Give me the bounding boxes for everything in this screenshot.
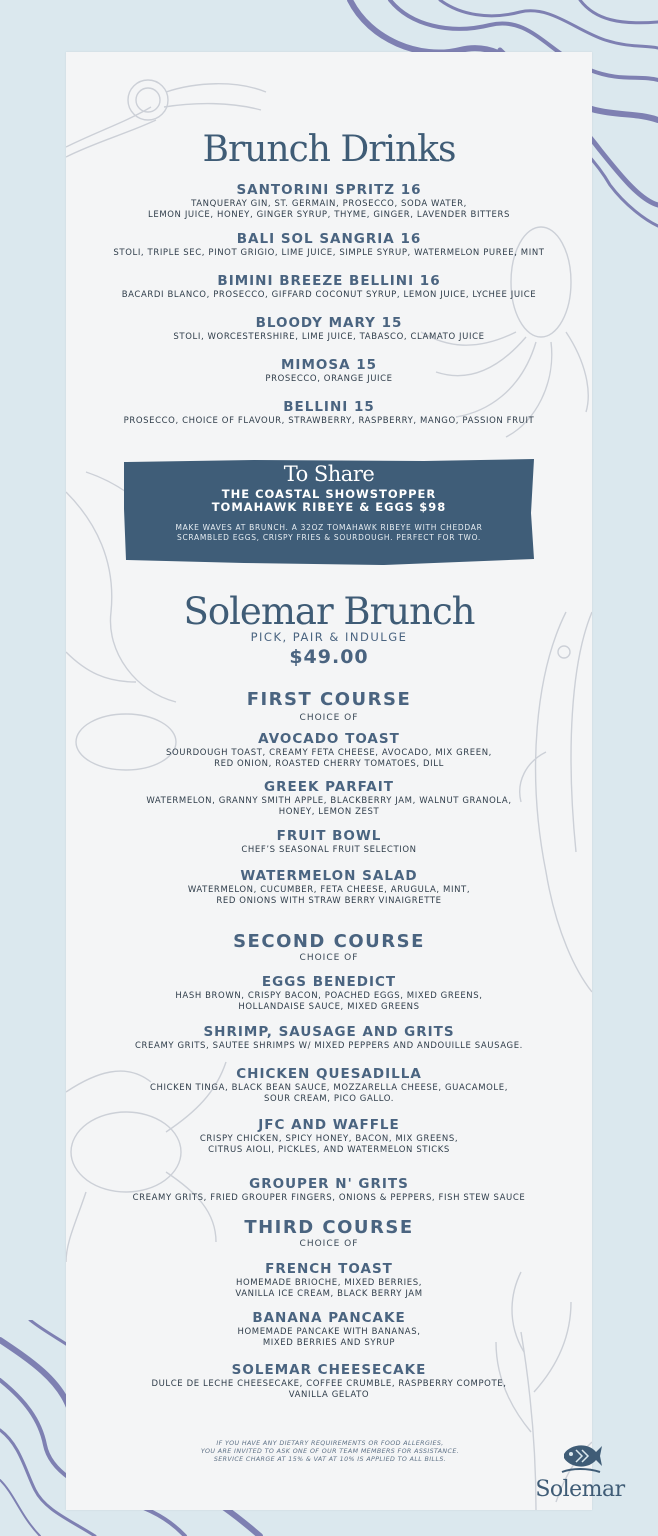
course-header bbox=[0, 1218, 658, 1250]
menu-item bbox=[0, 1176, 658, 1204]
share-title: To Share bbox=[283, 462, 375, 486]
item-desc: CREAMY GRITS, SAUTEE SHRIMPS W/ MIXED PEPPERS AND ANDOUILLE SAUSAGE. bbox=[135, 1041, 523, 1051]
menu-item bbox=[0, 828, 658, 856]
drinks-title: Brunch Drinks bbox=[202, 129, 456, 170]
menu-item bbox=[0, 1024, 658, 1052]
course-choice: CHOICE OF bbox=[299, 953, 359, 963]
item-name: WATERMELON SALAD bbox=[240, 868, 418, 884]
menu-item bbox=[0, 1310, 658, 1349]
menu-item bbox=[0, 868, 658, 907]
drink-item bbox=[0, 357, 658, 385]
item-name: FRENCH TOAST bbox=[265, 1261, 393, 1277]
fish-logo-icon bbox=[558, 1440, 604, 1476]
course-choice: CHOICE OF bbox=[299, 713, 359, 723]
course-header bbox=[0, 690, 658, 724]
item-name: SOLEMAR CHEESECAKE bbox=[231, 1362, 427, 1378]
item-desc: HOMEMADE BRIOCHE, MIXED BERRIES, VANILLA ICE CREAM, BLACK BERRY JAM bbox=[235, 1278, 423, 1299]
drink-item bbox=[0, 182, 658, 221]
share-section bbox=[124, 462, 534, 543]
item-name: CHICKEN QUESADILLA bbox=[236, 1066, 422, 1082]
item-desc: SOURDOUGH TOAST, CREAMY FETA CHEESE, AVOCADO, MIX GREEN, RED ONION, ROASTED CHERRY TOMATOES, DILL bbox=[166, 748, 492, 769]
item-desc: CREAMY GRITS, FRIED GROUPER FINGERS, ONIONS & PEPPERS, FISH STEW SAUCE bbox=[132, 1193, 526, 1203]
course-choice: CHOICE OF bbox=[299, 1239, 359, 1249]
brand-logo: Solemar bbox=[535, 1477, 625, 1502]
item-desc: DULCE DE LECHE CHEESECAKE, COFFEE CRUMBLE, RASPBERRY COMPOTE, VANILLA GELATO bbox=[151, 1379, 507, 1400]
course-title: FIRST COURSE bbox=[246, 689, 412, 710]
brunch-title: Solemar Brunch bbox=[183, 590, 475, 633]
drink-name: BELLINI 15 bbox=[283, 399, 375, 415]
share-desc: MAKE WAVES AT BRUNCH. A 32OZ TOMAHAWK RIBEYE WITH CHEDDAR SCRAMBLED EGGS, CRISPY FRIES & SOURDOUGH. PERFECT FOR TWO. bbox=[175, 523, 483, 542]
menu-item bbox=[0, 1066, 658, 1105]
item-desc: WATERMELON, GRANNY SMITH APPLE, BLACKBERRY JAM, WALNUT GRANOLA, HONEY, LEMON ZEST bbox=[146, 796, 512, 817]
drink-item bbox=[0, 273, 658, 301]
item-desc: HASH BROWN, CRISPY BACON, POACHED EGGS, MIXED GREENS, HOLLANDAISE SAUCE, MIXED GREENS bbox=[175, 991, 483, 1012]
item-name: FRUIT BOWL bbox=[276, 828, 382, 844]
allergy-note: IF YOU HAVE ANY DIETARY REQUIREMENTS OR FOOD ALLERGIES, YOU ARE INVITED TO ASK ONE OF OUR TEAM MEMBERS FOR ASSISTANCE. SERVICE CHARGE AT 15% & VAT AT 10% IS APPLIED TO ALL BILLS. bbox=[200, 1440, 460, 1463]
drink-desc: TANQUERAY GIN, ST. GERMAIN, PROSECCO, SODA WATER, LEMON JUICE, HONEY, GINGER SYRUP, THYME, GINGER, LAVENDER BITTERS bbox=[148, 199, 510, 220]
drink-item bbox=[0, 399, 658, 427]
drink-item bbox=[0, 231, 658, 259]
menu-item bbox=[0, 1362, 658, 1401]
drink-name: BLOODY MARY 15 bbox=[255, 315, 403, 331]
menu-item bbox=[0, 974, 658, 1013]
course-header bbox=[0, 932, 658, 964]
course-title: SECOND COURSE bbox=[233, 931, 425, 952]
item-name: BANANA PANCAKE bbox=[252, 1310, 406, 1326]
drink-name: MIMOSA 15 bbox=[280, 357, 378, 373]
item-desc: HOMEMADE PANCAKE WITH BANANAS, MIXED BERRIES AND SYRUP bbox=[237, 1327, 421, 1348]
item-name: SHRIMP, SAUSAGE AND GRITS bbox=[203, 1024, 455, 1040]
item-name: AVOCADO TOAST bbox=[258, 731, 400, 747]
item-name: GROUPER N' GRITS bbox=[249, 1176, 409, 1192]
drink-desc: STOLI, TRIPLE SEC, PINOT GRIGIO, LIME JUICE, SIMPLE SYRUP, WATERMELON PUREE, MINT bbox=[113, 248, 545, 258]
item-desc: CHICKEN TINGA, BLACK BEAN SAUCE, MOZZARELLA CHEESE, GUACAMOLE, SOUR CREAM, PICO GALLO. bbox=[149, 1083, 509, 1104]
drink-item bbox=[0, 315, 658, 343]
drink-name: SANTORINI SPRITZ 16 bbox=[236, 182, 422, 198]
item-name: JFC AND WAFFLE bbox=[258, 1117, 400, 1133]
course-title: THIRD COURSE bbox=[244, 1217, 414, 1238]
menu-item bbox=[0, 731, 658, 770]
menu-item bbox=[0, 779, 658, 818]
drink-desc: PROSECCO, ORANGE JUICE bbox=[265, 374, 393, 384]
menu-item bbox=[0, 1261, 658, 1300]
drink-name: BALI SOL SANGRIA 16 bbox=[236, 231, 422, 247]
drink-desc: STOLI, WORCESTERSHIRE, LIME JUICE, TABASCO, CLAMATO JUICE bbox=[173, 332, 485, 342]
item-name: EGGS BENEDICT bbox=[261, 974, 397, 990]
drink-name: BIMINI BREEZE BELLINI 16 bbox=[217, 273, 441, 289]
item-desc: WATERMELON, CUCUMBER, FETA CHEESE, ARUGULA, MINT, RED ONIONS WITH STRAW BERRY VINAIGRETTE bbox=[187, 885, 471, 906]
share-subtitle: THE COASTAL SHOWSTOPPER TOMAHAWK RIBEYE & EGGS $98 bbox=[211, 487, 447, 514]
drink-desc: PROSECCO, CHOICE OF FLAVOUR, STRAWBERRY, RASPBERRY, MANGO, PASSION FRUIT bbox=[123, 416, 535, 426]
menu-item bbox=[0, 1117, 658, 1156]
item-name: GREEK PARFAIT bbox=[264, 779, 394, 795]
item-desc: CRISPY CHICKEN, SPICY HONEY, BACON, MIX GREENS, CITRUS AIOLI, PICKLES, AND WATERMELON STICKS bbox=[199, 1134, 459, 1155]
brunch-tagline: PICK, PAIR & INDULGE bbox=[250, 630, 408, 644]
drink-desc: BACARDI BLANCO, PROSECCO, GIFFARD COCONUT SYRUP, LEMON JUICE, LYCHEE JUICE bbox=[121, 290, 537, 300]
brunch-price: $49.00 bbox=[289, 646, 369, 668]
item-desc: CHEF’S SEASONAL FRUIT SELECTION bbox=[241, 845, 417, 855]
